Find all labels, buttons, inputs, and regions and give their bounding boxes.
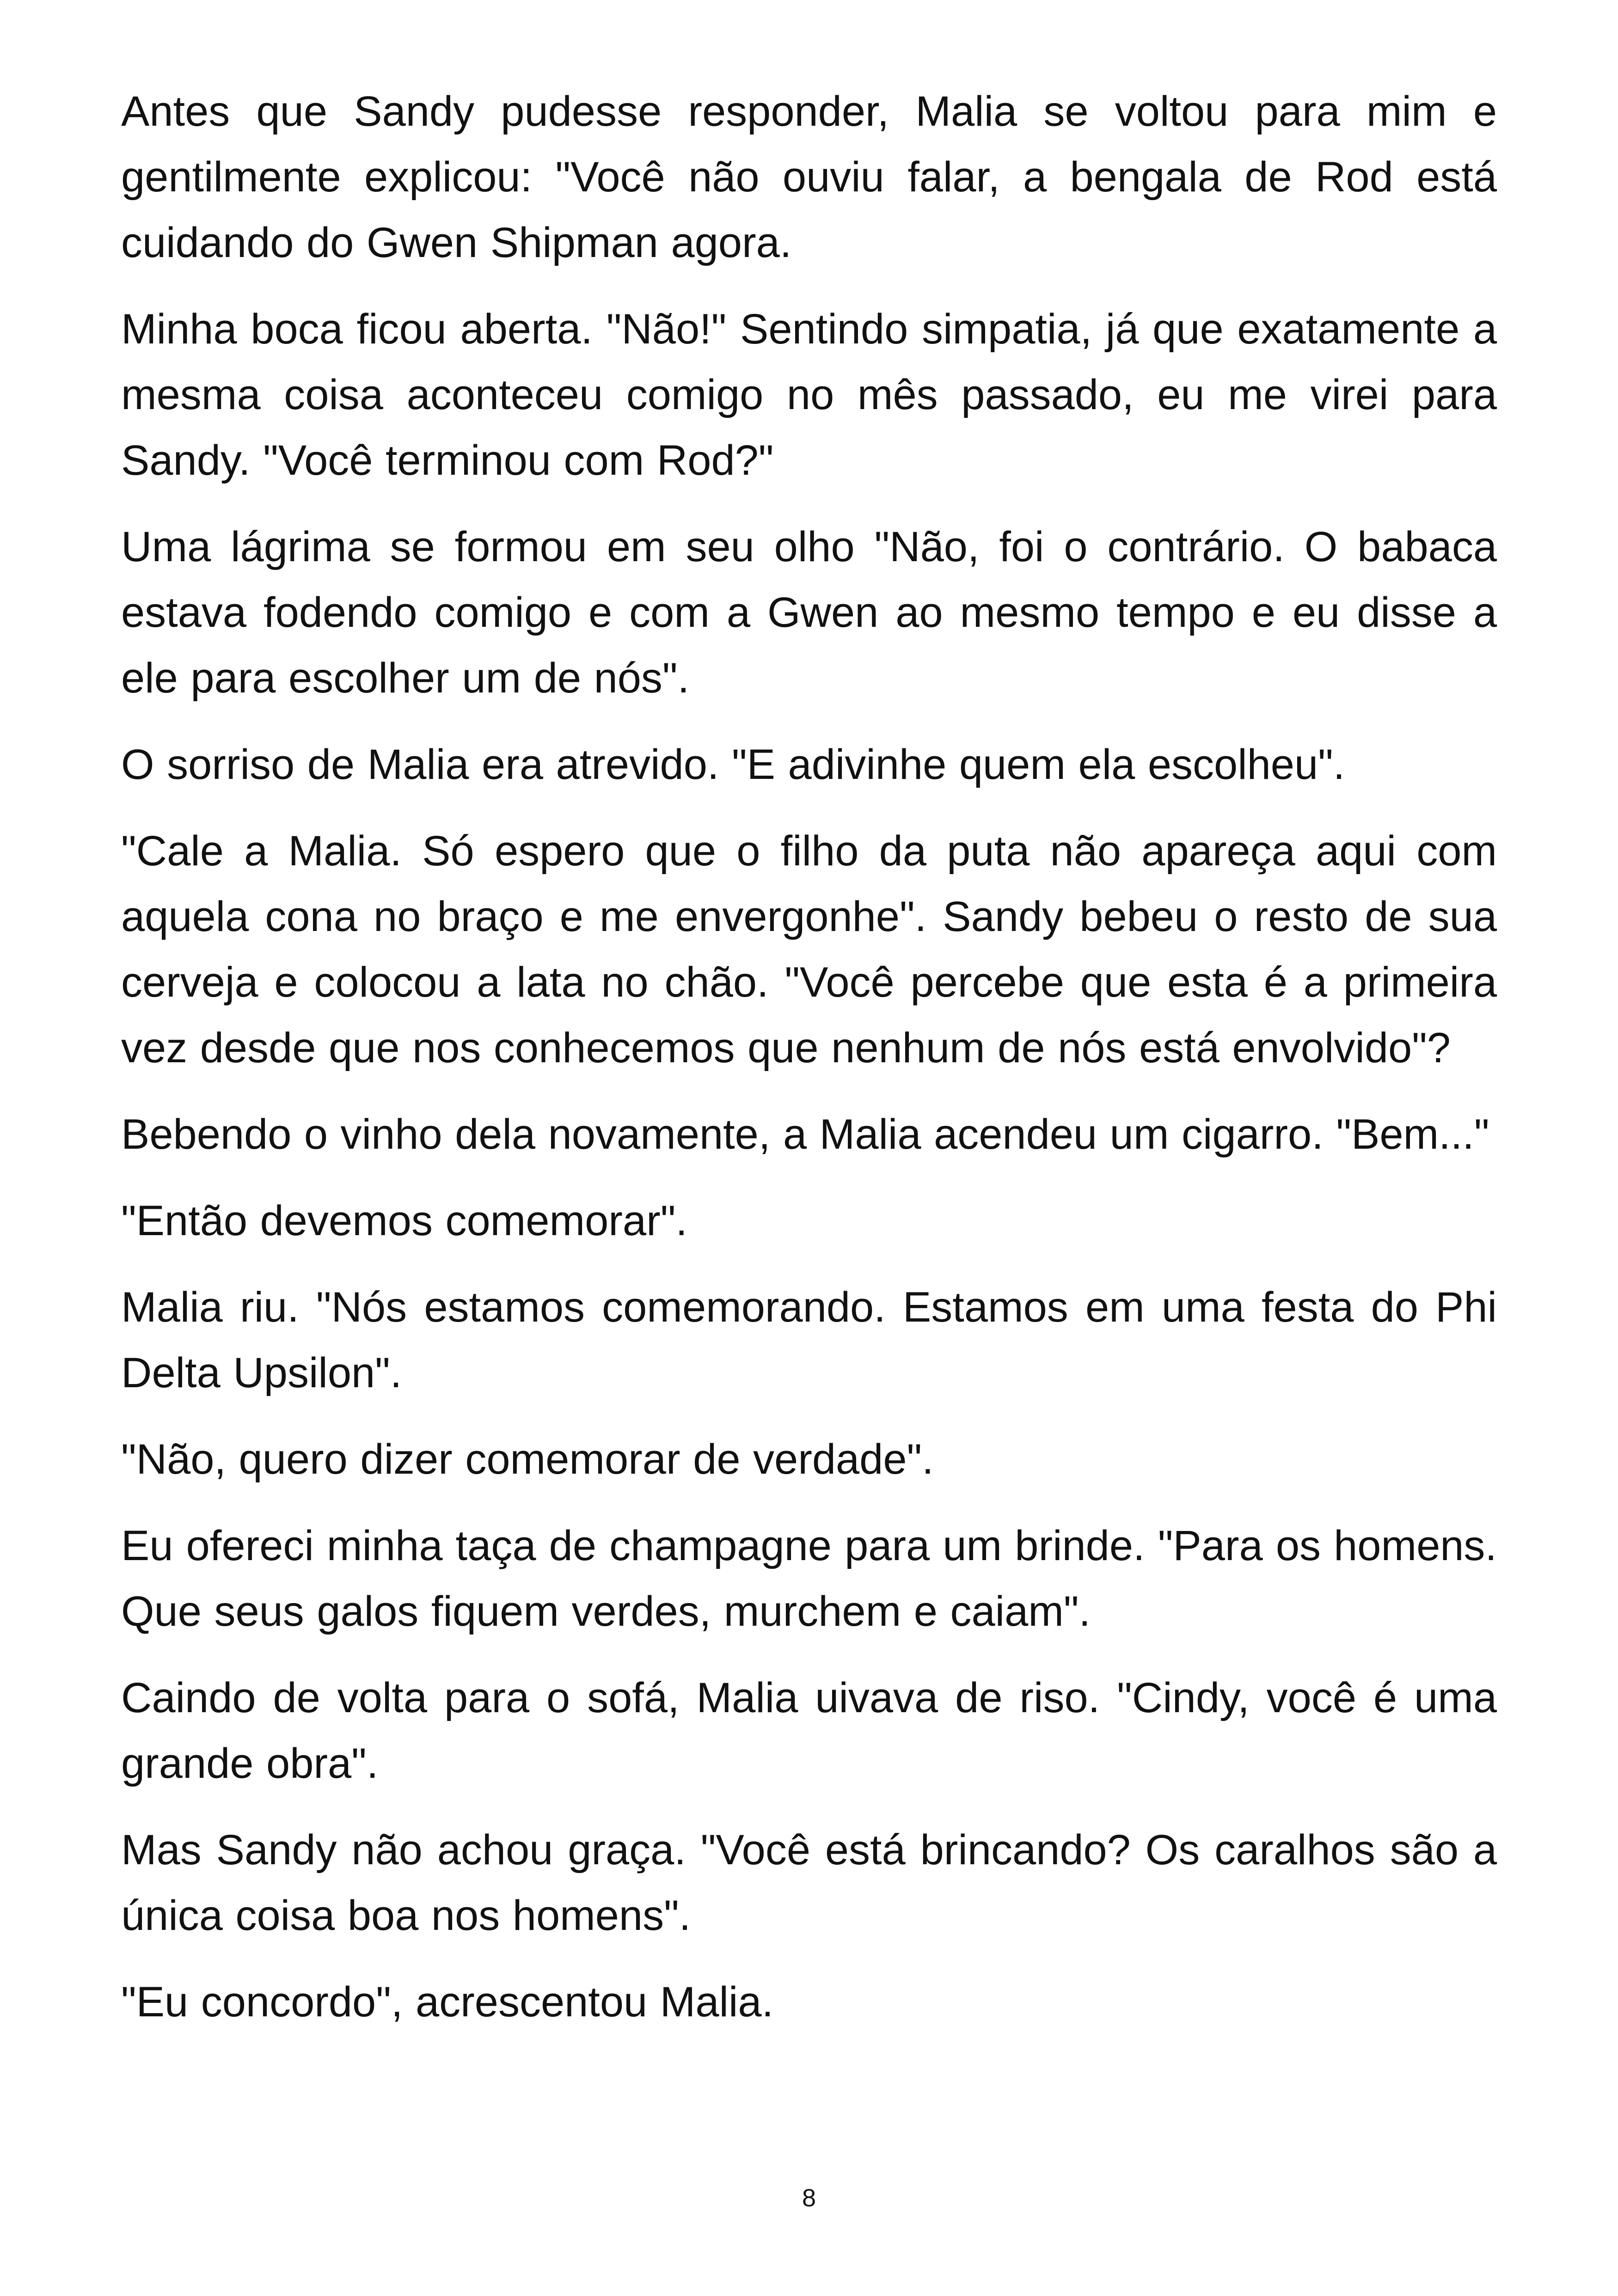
paragraph: Eu ofereci minha taça de champagne para um brinde. "Para os homens. Que seus galos fiquem verdes, murchem e caiam". bbox=[121, 1522, 1497, 1635]
paragraph: Caindo de volta para o sofá, Malia uivava de riso. "Cindy, você é uma grande obra". bbox=[121, 1674, 1497, 1787]
page-number: 8 bbox=[802, 2184, 816, 2212]
paragraph: "Então devemos comemorar". bbox=[121, 1197, 687, 1244]
paragraph: "Cale a Malia. Só espero que o filho da puta não apareça aqui com aquela cona no braço e me envergonhe". Sandy bebeu o resto de sua cerveja e colocou a lata no chão. "Você percebe que esta é a primeira vez desde que nos conhecemos que nenhum de nós está envolvido"? bbox=[121, 827, 1497, 1071]
paragraph: Bebendo o vinho dela novamente, a Malia acendeu um cigarro. "Bem..." bbox=[121, 1111, 1489, 1158]
paragraph: Mas Sandy não achou graça. "Você está brincando? Os caralhos são a única coisa boa nos homens". bbox=[121, 1826, 1497, 1939]
paragraph: "Não, quero dizer comemorar de verdade". bbox=[121, 1436, 934, 1483]
paragraph: Minha boca ficou aberta. "Não!" Sentindo simpatia, já que exatamente a mesma coisa aconteceu comigo no mês passado, eu me virei para Sandy. "Você terminou com Rod?" bbox=[121, 306, 1497, 484]
paragraph: Uma lágrima se formou em seu olho "Não, foi o contrário. O babaca estava fodendo comigo e com a Gwen ao mesmo tempo e eu disse a ele para escolher um de nós". bbox=[121, 523, 1497, 702]
text-body bbox=[121, 79, 1497, 2056]
paragraph: Antes que Sandy pudesse responder, Malia se voltou para mim e gentilmente explicou: "Você não ouviu falar, a bengala de Rod está cuidando do Gwen Shipman agora. bbox=[121, 88, 1497, 266]
paragraph: Malia riu. "Nós estamos comemorando. Estamos em uma festa do Phi Delta Upsilon". bbox=[121, 1284, 1497, 1396]
paragraph: O sorriso de Malia era atrevido. "E adivinhe quem ela escolheu". bbox=[121, 741, 1345, 788]
paragraph: "Eu concordo", acrescentou Malia. bbox=[121, 1978, 774, 2026]
